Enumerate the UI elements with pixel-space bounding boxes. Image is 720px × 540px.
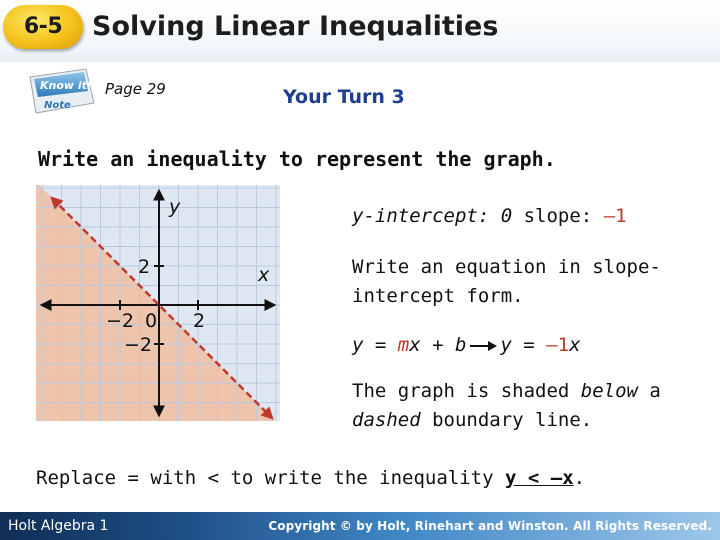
shaded-text-dashed: dashed <box>352 409 421 431</box>
instruction-text: Write an inequality to represent the graph. <box>38 147 556 171</box>
equation-transform-line <box>352 334 581 356</box>
intercept-slope-line <box>352 205 627 227</box>
shaded-text-1: The graph is shaded <box>352 380 581 402</box>
footer-bar <box>0 512 720 540</box>
your-turn-heading: Your Turn 3 <box>283 86 405 108</box>
logo-text-know: Know it! <box>40 79 92 92</box>
answer-inequality: y < –x <box>505 467 574 489</box>
footer-book-title: Holt Algebra 1 <box>8 518 109 534</box>
x-tick-label: −2 <box>106 310 135 332</box>
answer-line <box>36 467 585 489</box>
shaded-text-below: below <box>580 380 638 402</box>
slope-value: –1 <box>603 205 627 227</box>
inequality-graph <box>36 185 280 421</box>
y-axis-label: y <box>169 196 181 218</box>
header-bar <box>0 0 720 62</box>
eq-general-lhs: y = <box>352 334 398 356</box>
eq-specific-coef: –1 <box>546 334 570 356</box>
slope-label: slope: <box>523 205 593 227</box>
y-tick-label: −2 <box>124 334 153 356</box>
x-tick-label: 2 <box>193 310 206 332</box>
footer-copyright: Copyright © by Holt, Rinehart and Winston. All Rights Reserved. <box>268 519 712 533</box>
intercept-label: y-intercept: 0 <box>352 205 513 227</box>
logo-text-note: Note <box>44 100 71 111</box>
shaded-description-line-2 <box>352 409 592 431</box>
answer-suffix: . <box>573 467 586 489</box>
eq-specific-lhs: y = <box>500 334 547 356</box>
page-reference: Page 29 <box>105 80 166 98</box>
lesson-number: 6-5 <box>23 14 63 39</box>
know-it-note-logo <box>28 67 96 115</box>
x-tick-label: 0 <box>145 310 158 332</box>
eq-specific-x: x <box>569 334 581 356</box>
lesson-title: Solving Linear Inequalities <box>92 11 499 42</box>
eq-general-rest: x + b <box>409 334 467 356</box>
y-tick-label: 2 <box>138 256 151 278</box>
shaded-text-a: a <box>637 380 661 402</box>
shaded-text-boundary: boundary line. <box>420 409 593 431</box>
lesson-badge <box>3 5 83 49</box>
equation-prompt-line-1: Write an equation in slope- <box>352 256 661 278</box>
arrow-right-icon <box>466 338 500 354</box>
answer-prefix: Replace = with < to write the inequality <box>36 467 505 489</box>
x-axis-label: x <box>258 264 270 286</box>
eq-general-m: m <box>397 334 410 356</box>
equation-prompt-line-2: intercept form. <box>352 285 524 307</box>
shaded-description-line-1 <box>352 380 661 402</box>
